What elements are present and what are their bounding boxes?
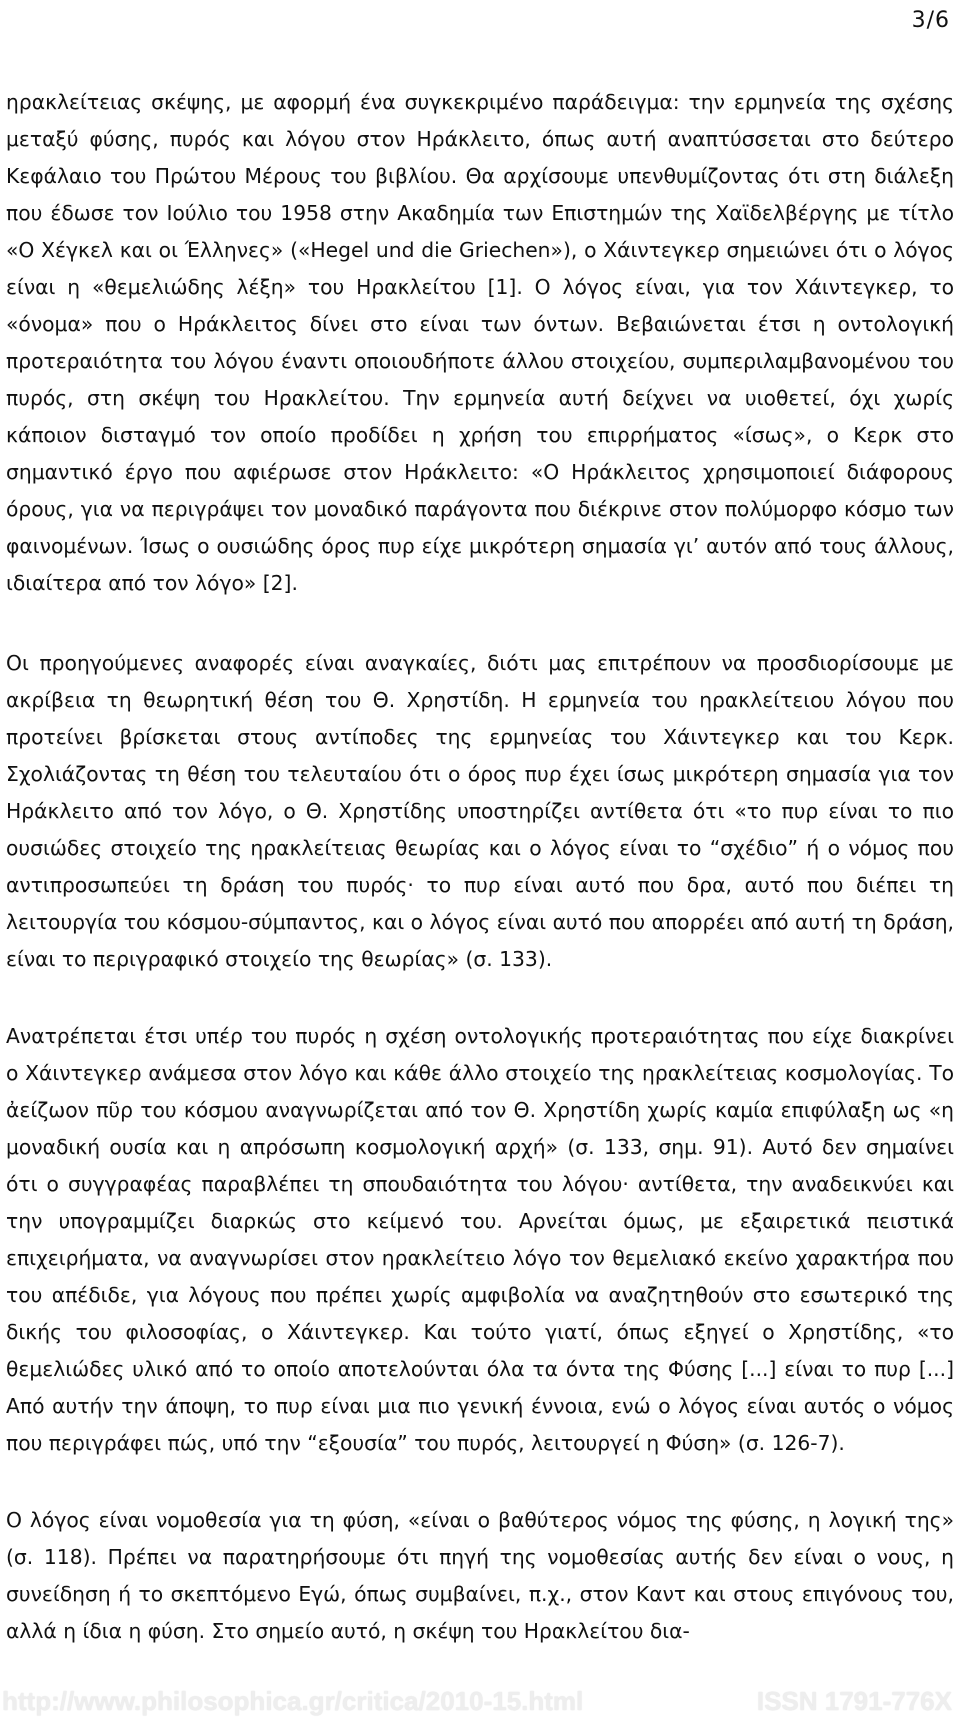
article-body — [6, 84, 954, 1650]
footer-url: http://www.philosophica.gr/critica/2010-15.html — [2, 1686, 584, 1716]
paragraph: Ο λόγος είναι νομοθεσία για τη φύση, «είναι ο βαθύτερος νόμος της φύσης, η λογική της» (σ. 118). Πρέπει να παρατηρήσουμε ότι πηγή της νομοθεσίας αυτής δεν είναι ο νους, η συνείδηση ή το σκεπτόμενο Εγώ, όπως συμβαίνει, π.χ., στον Καντ και στους επιγόνους του, αλλά η ίδια η φύση. Στο σημείο αυτό, η σκέψη του Ηρακλείτου δια- — [6, 1508, 954, 1643]
footer-issn: ISSN 1791-776X — [756, 1686, 952, 1716]
paragraph: ηρακλείτειας σκέψης, με αφορμή ένα συγκεκριμένο παράδειγμα: την ερμηνεία της σχέσης μεταξύ φύσης, πυρός και λόγου στον Ηράκλειτο, όπως αυτή αναπτύσσεται στο δεύτερο Κεφάλαιο του Πρώτου Μέρους του βιβλίου. Θα αρχίσουμε υπενθυμίζοντας ότι στη διάλεξη που έδωσε τον Ιούλιο του 1958 στην Ακαδημία των Επιστημών της Χαϊδελβέργης με τίτλο «Ο Χέγκελ και οι Έλληνες» («Hegel und die Griechen»), ο Χάιντεγκερ σημειώνει ότι ο λόγος είναι η «θεμελιώδης λέξη» του Ηρακλείτου [1]. Ο λόγος είναι, για τον Χάιντεγκερ, το «όνομα» που ο Ηράκλειτος δίνει στο είναι των όντων. Βεβαιώνεται έτσι η οντολογική προτεραιότητα του λόγου έναντι οποιουδήποτε άλλου στοιχείου, συμπεριλαμβανομένου του πυρός, στη σκέψη του Ηρακλείτου. Την ερμηνεία αυτή δείχνει να υιοθετεί, όχι χωρίς κάποιον δισταγμό τον οποίο προδίδει η χρήση του επιρρήματος «ίσως», ο Κερκ στο σημαντικό έργο που αφιέρωσε στον Ηράκλειτο: «Ο Ηράκλειτος χρησιμοποιεί διάφορους όρους, για να περιγράψει τον μοναδικό παράγοντα που διέκρινε στον πολύμορφο κόσμο των φαινομένων. Ίσως ο ουσιώδης όρος πυρ είχε μικρότερη σημασία γι’ αυτόν από τους άλλους, ιδιαίτερα από τον λόγο» [2]. — [6, 90, 954, 595]
page-footer — [0, 1686, 960, 1714]
paragraph: Ανατρέπεται έτσι υπέρ του πυρός η σχέση οντολογικής προτεραιότητας που είχε διακρίνει ο Χάιντεγκερ ανάμεσα στον λόγο και κάθε άλλο στοιχείο της ηρακλείτειας κοσμολογίας. Το ἀείζωον πῦρ του κόσμου αναγνωρίζεται από τον Θ. Χρηστίδη χωρίς καμία επιφύλαξη ως «η μοναδική ουσία και η απρόσωπη κοσμολογική αρχή» (σ. 133, σημ. 91). Αυτό δεν σημαίνει ότι ο συγγραφέας παραβλέπει τη σπουδαιότητα του λόγου· αντίθετα, την αναδεικνύει και την υπογραμμίζει διαρκώς στο κείμενό του. Αρνείται όμως, με εξαιρετικά πειστικά επιχειρήματα, να αναγνωρίσει στον ηρακλείτειο λόγο τον θεμελιακό εκείνο χαρακτήρα που του απέδιδε, για λόγους που πρέπει χωρίς αμφιβολία να αναζητηθούν στο εσωτερικό της δικής του φιλοσοφίας, ο Χάιντεγκερ. Και τούτο γιατί, όπως εξηγεί ο Χρηστίδης, «το θεμελιώδες υλικό από το οποίο αποτελούνται όλα τα όντα της Φύσης [...] είναι το πυρ [...] Από αυτήν την άποψη, το πυρ είναι μια πιο γενική έννοια, ενώ ο λόγος είναι αυτός ο νόμος που περιγράφει πώς, υπό την “εξουσία” του πυρός, λειτουργεί η Φύση» (σ. 126-7). — [6, 1024, 954, 1455]
page-number: 3/6 — [911, 8, 950, 33]
paragraph: Οι προηγούμενες αναφορές είναι αναγκαίες, διότι μας επιτρέπουν να προσδιορίσουμε με ακρίβεια τη θεωρητική θέση του Θ. Χρηστίδη. Η ερμηνεία του ηρακλείτειου λόγου που προτείνει βρίσκεται στους αντίποδες της ερμηνείας του Χάιντεγκερ και του Κερκ. Σχολιάζοντας τη θέση του τελευταίου ότι ο όρος πυρ έχει ίσως μικρότερη σημασία για τον Ηράκλειτο από τον λόγο, ο Θ. Χρηστίδης υποστηρίζει αντίθετα ότι «το πυρ είναι το πιο ουσιώδες στοιχείο της ηρακλείτειας θεωρίας και ο λόγος είναι το “σχέδιο” ή ο νόμος που αντιπροσωπεύει τη δράση του πυρός· το πυρ είναι αυτό που δρα, αυτό που διέπει τη λειτουργία του κόσμου-σύμπαντος, και ο λόγος είναι αυτό που απορρέει από αυτή τη δράση, είναι το περιγραφικό στοιχείο της θεωρίας» (σ. 133). — [6, 651, 954, 971]
